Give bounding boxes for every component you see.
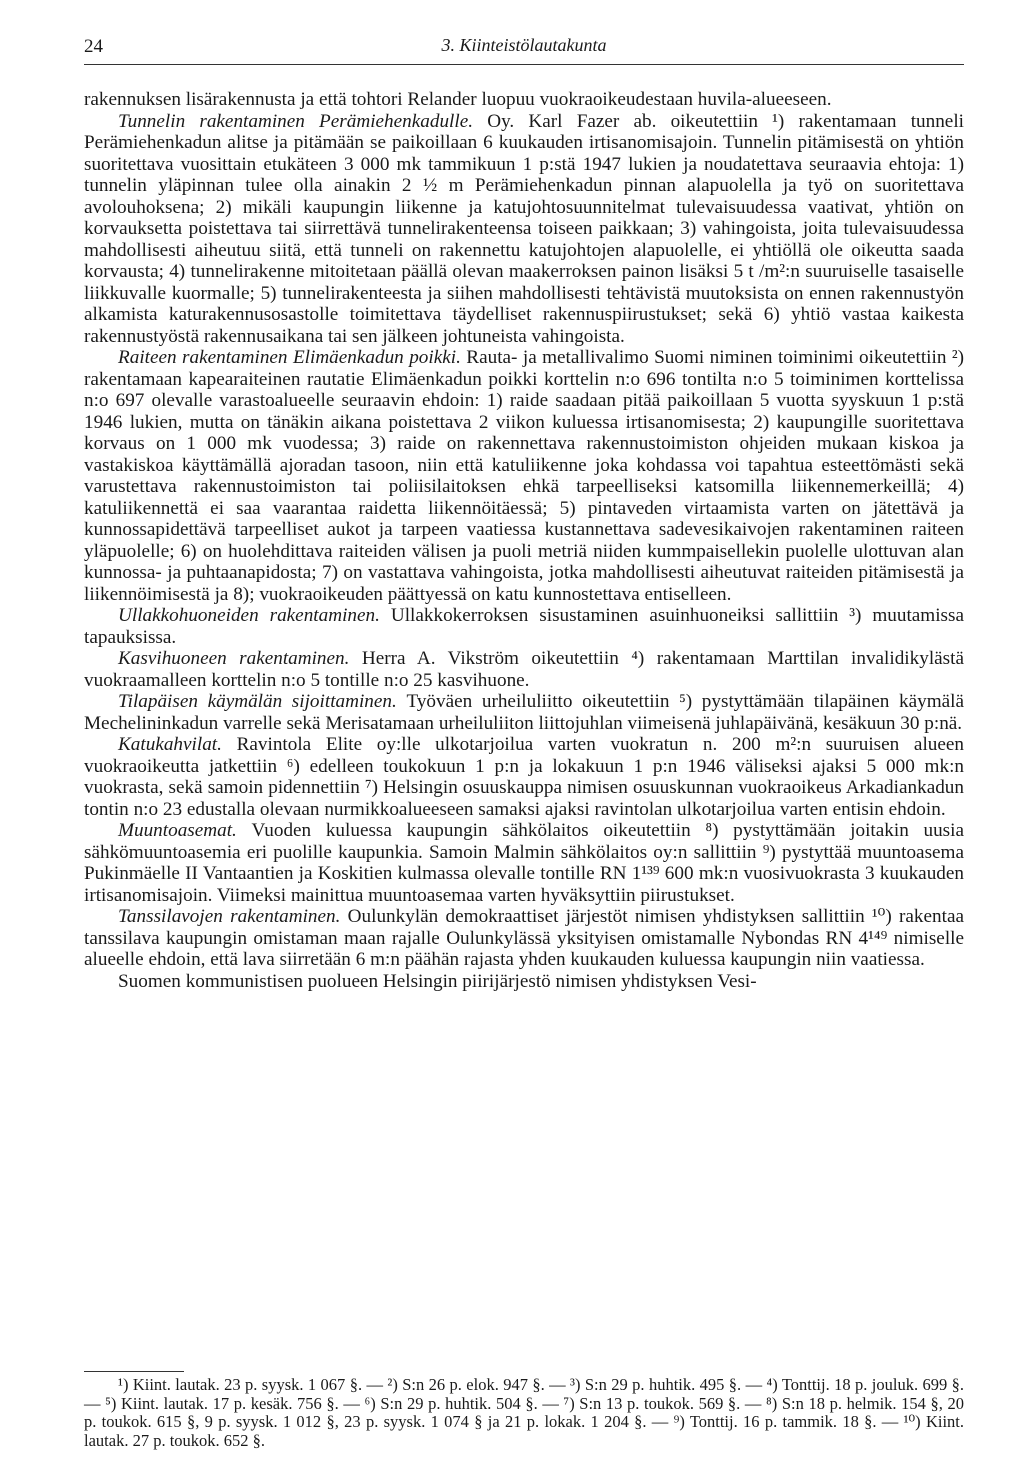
paragraph	[84, 691, 964, 734]
paragraph	[84, 347, 964, 605]
paragraph-text: Vuoden kuluessa kaupungin sähkölaitos oikeutettiin ⁸) pystyttämään joitakin uusia sähkömuuntoasemia eri puolille kaupunkia. Samoin Malmin sähkölaitos oy:n sallittiin ⁹) pystyttää muuntoasema Pukinmäelle II Vantaantien ja Koskitien kulmassa olevalle tontille RN 1¹³⁹ 600 mk:n vuosivuokrasta 3 kuukauden irtisanomisajoin. Viimeksi mainittua muuntoasemaa varten hyväksyttiin piirustukset.	[84, 820, 964, 906]
section-heading: Tilapäisen käymälän sijoittaminen.	[118, 691, 407, 712]
paragraph	[84, 648, 964, 691]
footnote-divider	[84, 1371, 184, 1372]
paragraph	[84, 971, 964, 993]
section-heading: Tanssilavojen rakentaminen.	[118, 906, 348, 927]
paragraph	[84, 820, 964, 906]
paragraph-text: Herra A. Vikström oikeutettiin ⁴) rakentamaan Marttilan invalidikylästä vuokraamalleen korttelin n:o 5 tontille n:o 25 kasvihuone.	[84, 648, 964, 691]
paragraph-text: Oulunkylän demokraattiset järjestöt nimisen yhdistyksen sallittiin ¹⁰) rakentaa tanssilava kaupungin omistaman maan rajalle Oulunkylässä yksityisen omistamalle Nybondas RN 4¹⁴⁹ nimiselle alueelle ehdoin, että lava siirretään 6 m:n päähän rajasta yhden kuukauden kuluessa kaupungin niin vaatiessa.	[84, 906, 964, 970]
section-heading: Kasvihuoneen rakentaminen.	[118, 648, 362, 669]
paragraph	[84, 734, 964, 820]
footnotes: ¹) Kiint. lautak. 23 p. syysk. 1 067 §. — ²) S:n 26 p. elok. 947 §. — ³) S:n 29 p. huhtik. 495 §. — ⁴) Tonttij. 18 p. jouluk. 699 §. — ⁵) Kiint. lautak. 17 p. kesäk. 756 §. — ⁶) S:n 29 p. huhtik. 504 §. — ⁷) S:n 13 p. toukok. 569 §. — ⁸) S:n 18 p. helmik. 154 §, 20 p. toukok. 615 §, 9 p. syysk. 1 012 §, 23 p. syysk. 1 074 § ja 21 p. lokak. 1 204 §. — ⁹) Tonttij. 16 p. tammik. 18 §. — ¹⁰) Kiint. lautak. 27 p. toukok. 652 §.	[84, 1375, 964, 1450]
paragraph-text: Ullakkokerroksen sisustaminen asuinhuoneiksi sallittiin ³) muutamissa tapauksissa.	[84, 605, 964, 648]
paragraph-text: Rauta- ja metallivalimo Suomi niminen toiminimi oikeutettiin ²) rakentamaan kapearaiteinen rautatie Elimäenkadun poikki korttelin n:o 696 tontilta n:o 5 toiminimen korttelissa n:o 697 olevalle varastoalueelle seuraavin ehdoin: 1) raide saadaan pitää paikoillaan 5 vuotta syyskuun 1 p:stä 1946 lukien, mutta on tänäkin aikana poistettava 2 viikon kuluessa irtisanomisesta; 2) kaupungille suoritettava korvaus on 1 000 mk vuodessa; 3) raide on rakennettava rakennustoimiston ohjeiden mukaan kiskoa ja vastakiskoa käyttämällä ajoradan tasoon, niin että katuliikenne joka kohdassa voi tapahtua esteettömästi sekä varustettava rakennustoimiston tai poliisilaitoksen ehkä tarpeelliseksi katsomilla liikennemerkeillä; 4) katuliikennettä ei saa vaarantaa raidetta liikennöitäessä; 5) pintaveden virtaamista varten on jätettävä ja kunnossapidettävä tarpeelliset aukot ja tarpeen vaatiessa kustannettava sadevesikaivojen rakentaminen raiteen yläpuolelle; 6) on huolehdittava raiteiden välisen ja puoli metriä niiden kummpaisellekin puolelle ulottuvan alan kunnossa- ja puhtaanapidosta; 7) on vastattava vahingoista, jotka mahdollisesti aiheutuvat raiteiden pitämisestä ja liikennöimisestä ja 8); vuokraoikeuden päättyessä on katu kunnostettava entiselleen.	[84, 347, 964, 605]
paragraph-text: Oy. Karl Fazer ab. oikeutettiin ¹) rakentamaan tunneli Perämiehenkadun alitse ja pitämään se paikoillaan 6 kuukauden irtisanomisajoin. Tunnelin pitämisestä on yhtiön suoritettava vuosittain etukäteen 3 000 mk tammikuun 1 p:stä 1947 lukien ja noudatettava seuraavia ehtoja: 1) tunnelin yläpinnan tulee olla ainakin 2 ½ m Perämiehenkadun pinnan alapuolella ja työ on suoritettava avolouhoksena; 2) mikäli kaupungin liikenne ja katujohtosuunnitelmat tulevaisuudessa vaativat, yhtiön on korvauksetta poistettava tai siirrettävä tunnelirakenteensa toiseen paikkaan; 3) vahingoista, joita tulevaisuudessa mahdollisesti aiheutuu siitä, että tunneli on rakennettu katujohtojen alapuolelle, ei yhtiöllä ole oikeutta saada korvausta; 4) tunnelirakenne mitoitetaan päällä olevan maakerroksen painon lisäksi 5 t /m²:n suuruiselle tasaiselle liikkuvalle kuormalle; 5) tunnelirakenteesta ja siihen mahdollisesti tehtävistä muutoksista on ennen rakennustyön alkamista katurakennusosastolle toimitettava täydelliset rakennuspiirustukset; sekä 6) yhtiö vastaa kaikesta rakennustyöstä rakennusaikana tai sen jälkeen johtuneista vahingoista.	[84, 110, 964, 347]
paragraph	[84, 89, 964, 111]
section-heading: Muuntoasemat.	[118, 820, 252, 841]
section-heading: Ullakkohuoneiden rakentaminen.	[118, 605, 391, 626]
page-header	[84, 32, 964, 65]
paragraph-text: rakennuksen lisärakennusta ja että tohtori Relander luopuu vuokraoikeudestaan huvila-alueeseen.	[84, 89, 832, 110]
body-text	[84, 89, 964, 992]
paragraph	[84, 111, 964, 348]
paragraph	[84, 605, 964, 648]
section-heading: Tunnelin rakentaminen Perämiehenkadulle.	[118, 110, 488, 132]
section-heading: Katukahvilat.	[118, 734, 237, 755]
paragraph-text: Ravintola Elite oy:lle ulkotarjoilua varten vuokratun n. 200 m²:n suuruisen alueen vuokraoikeutta jatkettiin ⁶) edelleen toukokuun 1 p:n ja lokakuun 1 p:n 1946 väliseksi ajaksi 5 000 mk:n vuokrasta, sekä samoin pidennettiin ⁷) Helsingin osuuskauppa nimisen osuuskunnan vuokraoikeus Arkadiankadun tontin n:o 23 edustalla olevaan nurmikkoalueeseen samaksi ajaksi ravintolan ulkotarjoilua varten entisin ehdoin.	[84, 734, 965, 820]
page-number: 24	[84, 36, 103, 57]
paragraph-text: Suomen kommunistisen puolueen Helsingin piirijärjestö nimisen yhdistyksen Vesi-	[118, 970, 757, 992]
paragraph-text: Työväen urheiluliitto oikeutettiin ⁵) pystyttämään tilapäinen käymälä Mechelininkadun varrelle sekä Merisatamaan urheiluliiton liittojuhlan viimeisenä juhlapäivänä, kesäkuun 30 p:nä.	[84, 691, 964, 734]
paragraph	[84, 906, 964, 971]
running-title: 3. Kiinteistölautakunta	[441, 35, 607, 55]
section-heading: Raiteen rakentaminen Elimäenkadun poikki.	[118, 347, 467, 368]
